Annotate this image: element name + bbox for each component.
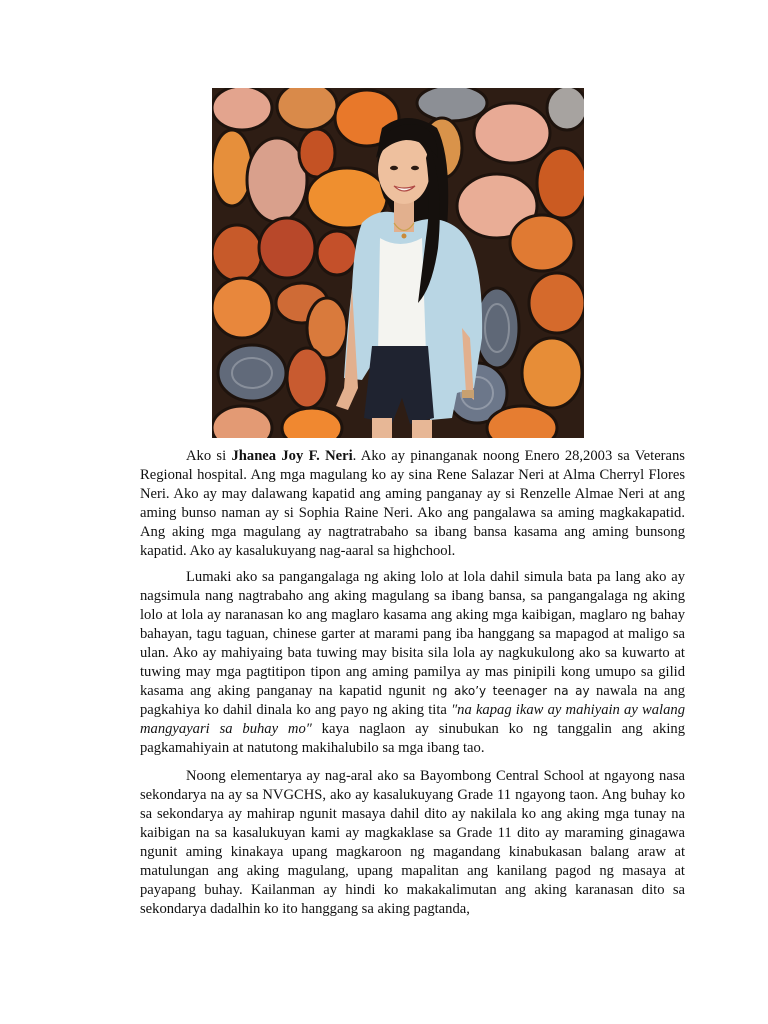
author-name: Jhanea Joy F. Neri <box>231 448 353 464</box>
childhood-quote: ″na kapag ikaw ay mahiyain ay walang mangyayari sa buhay mo″ <box>140 702 685 737</box>
paragraph-school: Noong elementarya ay nag-aral ako sa Bayombong Central School at ngayong nasa sekondarya na ay sa NVGCHS, ako ay kasalukuyang Grade 11 ngayong taon. Ang buhay ko sa sekondarya ay mahirap ngunit masaya dahil dito ay nakilala ko ang aking mga tunay na kaibigan na sa kasalukuyan kami ay magkaklase sa Grade 11 dito ay maraming ginagawa ngunit aming kinakaya upang magkaroon ng magandang kinabukasan balang araw at matulungan ang aking magulang, upang mapalitan ang kanilang pagod ng masaya at payapang buhay. Kailanman ay hindi ko makakalimutan ang aking karanasan dito sa sekondarya dadalhin ko ito hanggang sa aking pagtanda, <box>140 768 685 917</box>
childhood-part1: Lumaki ako sa pangangalaga ng aking lolo at lola dahil simula bata pa lang ako ay nagsimula nang nagtrabaho ang aking magulang sa ibang bansa, sa pangangalaga ng aking lolo at lola ay naranasan ko ang maglaro kasama ang aking mga kaibigan, maglaro ng bahay bahayan, tagu taguan, chinese garter at marami pang iba hanggang sa mapagod at maligo sa ulan. Ako ay mahiyaing bata tuwing may bisita sila lola ay nagkukulong ako sa kuwarto at tuwing may mga pagtitipon tipon ang aming pamilya ay mas pinipili kong umupo sa gilid kasama ang aking panganay na kapatid ngunit <box>140 569 685 699</box>
portrait-photo <box>212 88 584 438</box>
paragraph-childhood <box>140 568 685 758</box>
childhood-mixed-font: ng ako’y teenager na ay <box>425 684 590 698</box>
biography-text <box>140 447 685 928</box>
intro-body: . Ako ay pinanganak noong Enero 28,2003 sa Veterans Regional hospital. Ang mga magulang ko ay sina Rene Salazar Neri at Alma Cherryl Flores Neri. Ako ay may dalawang kapatid ang aming panganay ay si Renzelle Almae Neri at ang aming bunso naman ay si Sophia Raine Neri. Ako ang pangalawa sa aming magkakapatid. Ang aking mga magulang ay nagtratrabaho sa ibang bansa kasama ang aming bunsong kapatid. Ako ay kasalukuyang nag-aaral sa highchool. <box>140 448 685 559</box>
intro-lead: Ako si <box>186 448 232 464</box>
childhood-part3: kaya naglaon ay sinubukan ko ng tanggalin ang aking pagkamahiyain at natutong makihalubilo sa mga ibang tao. <box>140 721 685 756</box>
paragraph-intro <box>140 447 685 561</box>
childhood-part2: nawala na ang pagkahiya ko dahil dinala ko ang payo ng aking tita <box>140 683 685 718</box>
